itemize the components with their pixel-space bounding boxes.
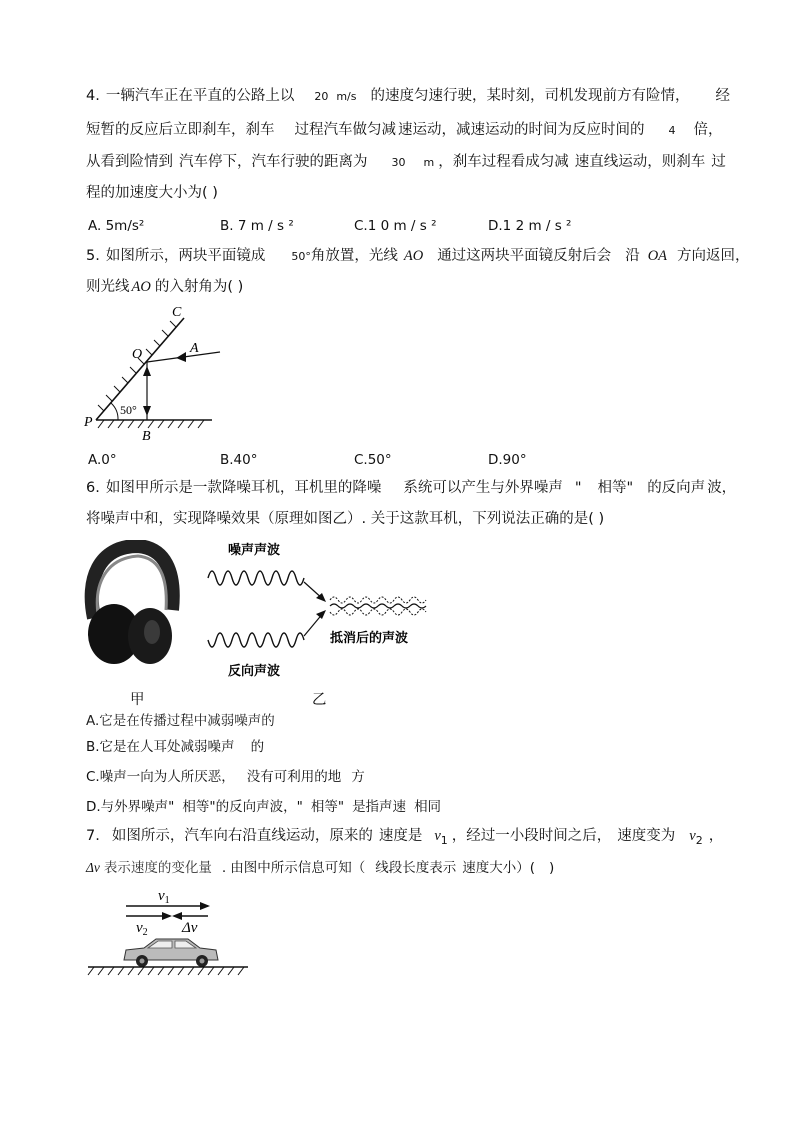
q4-text: 短暂的反应后立即刹车，刹车 [86,122,275,138]
q6-line-1 [86,478,736,498]
q6-option-d-text: 相同 [414,799,442,815]
q4-speed-value: 20 [314,90,329,103]
angle-arc [111,403,118,420]
cancelled-wave-top [330,597,426,603]
q5-text: 角放置，光线 [310,248,398,264]
q5-text: 如图所示，两块平面镜成 [105,248,266,264]
noise-wave-label: 噪声声波 [228,543,281,558]
q7-text: ，经过一小段时间之后， [451,828,612,844]
delta-v-arrow-head [172,912,182,920]
q4-text: 速直线运动，则刹车 [574,154,706,170]
figure-caption-jia: 甲 [130,692,145,708]
v1-label-main: v [158,888,165,904]
label-b: B [142,429,151,444]
inclined-mirror [96,318,184,420]
v1-label-sub: 1 [164,895,170,906]
label-o: O [132,347,143,362]
q6-option-b-text: B.它是在人耳处减弱噪声 [86,739,235,755]
q5-text: 则光线 [86,279,130,295]
q7-number: 7. [86,828,100,844]
q4-text: 速运动的时间为反应时间的 [470,122,645,138]
noise-wave [208,571,304,585]
q7-text: 线段长度表示 [375,860,457,876]
headphones-image [80,540,180,670]
label-p: P [84,415,93,430]
q7-text: ， [708,828,724,844]
label-a: A [190,341,199,356]
ear-cup-highlight [144,620,160,644]
q6-option-d-text: 是指声速 [352,799,407,815]
q7-line-1 [86,826,723,851]
ground-hatch [88,967,244,975]
q5-text: 沿 [625,248,640,264]
q5-line-2 [86,277,243,297]
delta-v-label: Δv [182,920,198,936]
v2-label [136,920,148,938]
q4-line-1 [86,86,730,107]
q4-text: 过 [711,154,726,170]
q4-text: 速运动，减 [398,122,471,138]
q6-option-a: A.它是在传播过程中减弱噪声的 [86,713,275,729]
ray-arrow-head [176,352,186,362]
q4-text: 倍， [693,122,723,138]
q6-option-c-text: 方 [351,769,365,785]
q7-text: . [221,860,227,876]
q4-text: ，刹车过程看成匀减 [438,154,569,170]
q4-text: 一辆汽车正在平直的公路上以 [105,88,295,104]
q6-text: " [574,480,582,496]
q5-option-c: C.50° [354,452,392,468]
v2-label-main: v [136,920,143,936]
q4-distance-value: 30 [391,156,406,169]
cancelled-wave-mid [330,604,426,608]
anti-wave-label: 反向声波 [228,664,281,679]
q4-line-2 [86,120,723,141]
car-icon [124,939,218,967]
q5-option-a: A.0° [88,452,117,468]
q4-option-b: B. 7 m / s ² [220,218,294,234]
q6-option-b [86,735,264,755]
v2-arrow-head [162,912,172,920]
anti-noise-wave [208,633,304,647]
q4-ratio-value: 4 [668,124,676,137]
result-wave-label: 抵消后的声波 [330,631,409,646]
cancelled-wave-bottom [330,609,426,615]
sound-wave-diagram [200,540,440,680]
q6-option-c-text: 没有可利用的地 [246,769,342,785]
q4-number: 4. [86,88,100,104]
q4-text: 的速度匀速行驶，某时刻，司机发现前方有险情， [370,88,690,104]
label-angle: 50° [120,403,137,417]
q6-option-b-text: 的 [250,739,265,755]
v2-label-sub: 2 [142,927,148,938]
inclined-mirror-hatch [98,321,176,411]
q5-ray-ao: AO [403,248,424,264]
q7-v1: v [434,828,441,844]
q4-line-3 [86,152,726,173]
q5-ray-oa: OA [647,248,668,264]
q4-speed-unit: m/s [336,90,357,103]
q6-text: 波， [707,480,737,496]
q7-text: 速度大小）( [462,860,535,876]
q7-text: 速度变为 [617,828,676,844]
v1-label [158,888,170,906]
q6-text: 系统可以产生与外界噪声 [403,480,563,496]
q6-option-d [86,795,441,815]
q6-text: 相等" [597,480,634,496]
q7-car-figure [84,880,254,980]
q4-text: 从看到险情到 [86,154,173,170]
q7-line-2 [86,858,554,878]
q7-v1-sub: 1 [440,833,448,847]
q4-option-a: A. 5m/s² [88,218,145,234]
q6-option-c-text: C.噪声一向为人所厌恶， [86,769,235,785]
ray-arrow-down [143,406,151,416]
q4-text: 经 [715,88,730,104]
q5-mirror-figure [80,300,230,450]
q7-delta-v: Δv [86,860,100,875]
v1-arrow-head [200,902,210,910]
q6-text: 如图甲所示是一款降噪耳机，耳机里的降噪 [105,480,382,496]
q6-text: 的反向声 [647,480,706,496]
q4-text: 过程汽车做匀减 [294,122,396,138]
q6-line-2: 将噪声中和，实现降噪效果（原理如图乙）. 关于这款耳机，下列说法正确的是( ) [86,511,605,527]
q7-text: 由图中所示信息可知（ [230,860,366,876]
label-c: C [172,305,182,320]
horizontal-mirror-hatch [98,420,204,428]
q7-text: ) [549,860,555,876]
arrow-bottom-head [316,610,326,619]
q5-text: 通过这两块平面镜反射后会 [437,248,612,264]
q5-number: 5. [86,248,100,264]
q6-option-d-text: 的反向声波，" [215,799,303,815]
q6-option-d-text: D.与外界噪声" [86,799,175,815]
q5-ray-ao: AO [131,279,151,295]
q7-v2: v [689,828,696,844]
q6-option-d-text: 相等" [310,799,345,815]
q7-v2-sub: 2 [695,833,703,847]
q4-option-d: D.1 2 m / s ² [488,218,572,234]
q4-distance-unit: m [423,156,435,169]
q4-option-c: C.1 0 m / s ² [354,218,437,234]
q5-option-d: D.90° [488,452,527,468]
q5-option-b: B.40° [220,452,258,468]
q6-option-c [86,765,365,785]
q5-angle-value: 50° [291,250,311,263]
q4-text: 汽车停下，汽车行驶的距离为 [179,154,368,170]
q7-text: 表示速度的变化量 [103,860,212,876]
q5-line-1 [86,246,750,267]
q7-text: 如图所示，汽车向右沿直线运动，原来的 [111,828,373,844]
q5-text: 的入射角为( ) [154,279,244,295]
ray-arrow-up [143,366,151,376]
q6-number: 6. [86,480,100,496]
figure-caption-yi: 乙 [312,692,327,708]
q7-text: 速度是 [378,828,423,844]
q6-option-d-text: 相等" [182,799,216,815]
q4-line-4: 程的加速度大小为( ) [86,185,218,201]
q5-text: 方向返回， [677,248,750,264]
